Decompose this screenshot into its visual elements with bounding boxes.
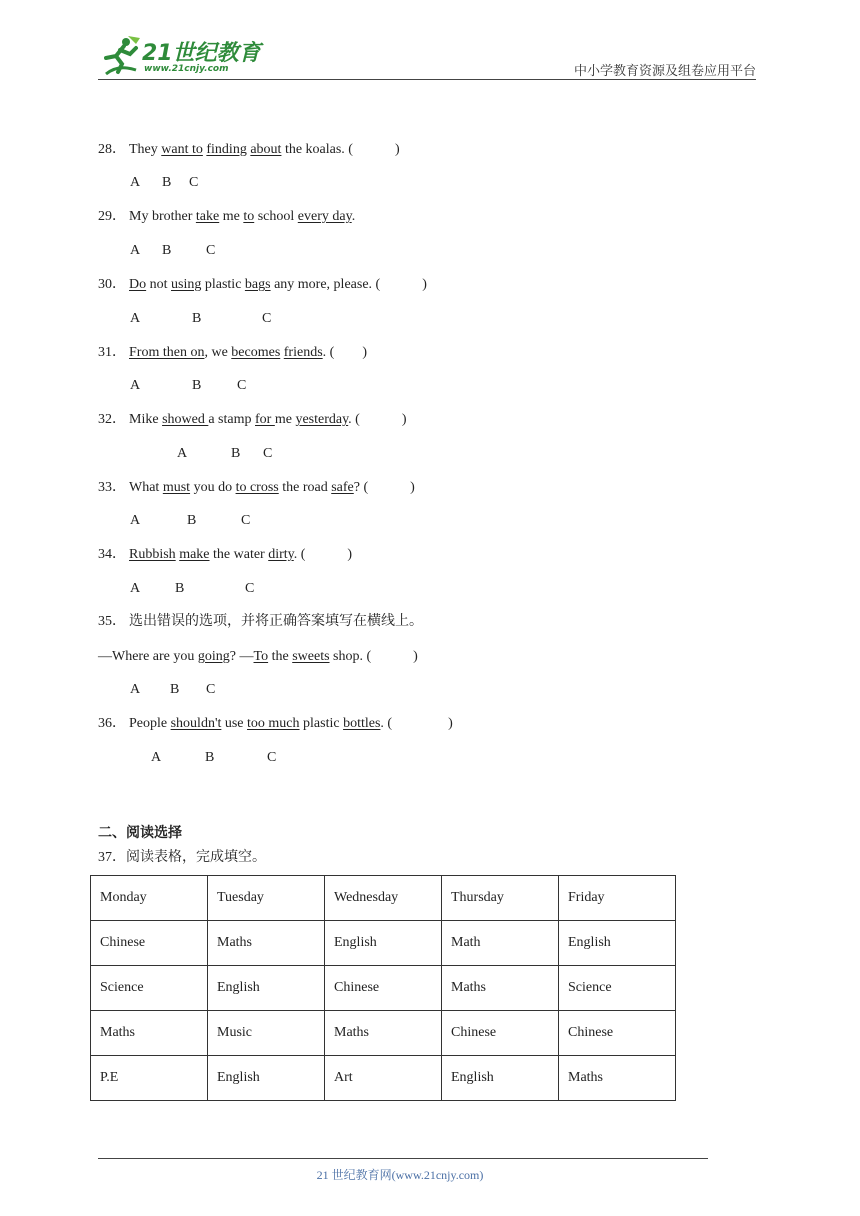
underlined-segment: make [179, 547, 210, 562]
underlined-segment: every day [297, 209, 352, 224]
table-cell: P.E [91, 1056, 208, 1101]
underlined-segment: finding [206, 142, 247, 157]
underlined-segment: going [197, 649, 230, 664]
option-label: B [175, 581, 185, 596]
table-cell: Maths [325, 1011, 442, 1056]
table-row [91, 1056, 676, 1101]
text-segment: the koalas. ( ) [281, 142, 400, 157]
option-label: B [192, 378, 202, 393]
option-label: B [162, 243, 172, 258]
underlined-segment: bags [244, 277, 271, 292]
table-cell: Chinese [559, 1011, 676, 1056]
option-label: C [241, 513, 251, 528]
text-segment: Mike [129, 412, 163, 427]
option-label: C [263, 446, 273, 461]
underlined-segment: shouldn't [170, 716, 222, 731]
option-label: C [206, 682, 216, 697]
option-label: C [245, 581, 255, 596]
table-row [91, 966, 676, 1011]
table-cell: Maths [442, 966, 559, 1011]
text-segment: People [129, 716, 171, 731]
underlined-segment: Do [129, 277, 147, 292]
underlined-segment: friends [283, 345, 323, 360]
question-line [98, 141, 400, 159]
underlined-segment: To [253, 649, 269, 664]
table-cell: English [559, 921, 676, 966]
question-number: 36． [98, 716, 126, 731]
text-segment: . ( ) [322, 345, 367, 360]
option-label: A [130, 581, 141, 596]
question-37: 37．阅读表格，完成填空。 [98, 850, 266, 865]
underlined-segment: too much [247, 716, 300, 731]
underlined-segment: about [250, 142, 282, 157]
table-cell: Science [559, 966, 676, 1011]
text-segment: —Where are you [98, 649, 198, 664]
table-cell: Music [208, 1011, 325, 1056]
text-segment: They [129, 142, 162, 157]
text-segment: the [268, 649, 293, 664]
option-label: A [130, 175, 141, 190]
text-segment: use [221, 716, 248, 731]
option-label: A [130, 378, 141, 393]
table-cell: Chinese [325, 966, 442, 1011]
underlined-segment: for [255, 412, 275, 427]
text-segment: not [146, 277, 172, 292]
text-segment: you do [190, 480, 236, 495]
option-label: A [151, 750, 162, 765]
table-cell: Friday [559, 876, 676, 921]
text-segment: ? ( ) [353, 480, 415, 495]
underlined-segment: take [195, 209, 220, 224]
footer-divider [98, 1158, 708, 1159]
table-cell: Thursday [442, 876, 559, 921]
question-line [98, 613, 423, 631]
text-segment: plastic [299, 716, 344, 731]
question-line [98, 411, 407, 429]
logo-url-text: www.21cnjy.com [144, 64, 229, 74]
underlined-segment: showed [162, 412, 209, 427]
table-cell: Art [325, 1056, 442, 1101]
site-logo [96, 34, 266, 80]
question-line [98, 479, 415, 497]
timetable [90, 875, 676, 1101]
table-cell: Monday [91, 876, 208, 921]
question-number: 30． [98, 277, 126, 292]
footer-text: 21 世纪教育网(www.21cnjy.com) [316, 1168, 484, 1182]
header-divider [98, 79, 756, 80]
question-number: 31． [98, 345, 126, 360]
underlined-segment: Rubbish [129, 547, 176, 562]
text-segment: any more, please. ( ) [270, 277, 427, 292]
table-cell: Chinese [442, 1011, 559, 1056]
option-label: C [189, 175, 199, 190]
text-segment: 选出错误的选项，并将正确答案填写在横线上。 [129, 614, 423, 629]
text-segment: plastic [201, 277, 245, 292]
option-label: A [130, 311, 141, 326]
option-label: A [177, 446, 188, 461]
table-cell: Maths [208, 921, 325, 966]
logo-brand-text: 21世纪教育 [142, 41, 261, 66]
option-label: C [267, 750, 277, 765]
text-segment: shop. ( ) [329, 649, 418, 664]
text-segment: ? — [229, 649, 254, 664]
option-label: B [205, 750, 215, 765]
table-cell: Science [91, 966, 208, 1011]
table-row [91, 921, 676, 966]
runner-logo-icon [96, 34, 142, 80]
text-segment: What [129, 480, 163, 495]
underlined-segment: From then on [129, 345, 205, 360]
text-segment: school [254, 209, 298, 224]
option-label: C [237, 378, 247, 393]
question-number: 32． [98, 412, 126, 427]
text-segment: . ( ) [293, 547, 353, 562]
option-label: C [262, 311, 272, 326]
underlined-segment: dirty [268, 547, 294, 562]
text-segment: , we [204, 345, 232, 360]
text-segment: a stamp [208, 412, 255, 427]
table-header-row [91, 876, 676, 921]
table-cell: Math [442, 921, 559, 966]
question-number: 29． [98, 209, 126, 224]
question-line [98, 715, 453, 733]
table-cell: English [325, 921, 442, 966]
underlined-segment: safe [331, 480, 354, 495]
text-segment: . ( ) [380, 716, 453, 731]
underlined-segment: using [171, 277, 202, 292]
text-segment: . ( ) [348, 412, 407, 427]
table-cell: Chinese [91, 921, 208, 966]
question-line [98, 546, 352, 564]
question-line [98, 276, 427, 294]
table-cell: Tuesday [208, 876, 325, 921]
text-segment: me [219, 209, 244, 224]
header-tagline: 中小学教育资源及组卷应用平台 [573, 63, 756, 78]
option-label: B [192, 311, 202, 326]
underlined-segment: want to [161, 142, 203, 157]
text-segment: me [274, 412, 296, 427]
table-cell: English [442, 1056, 559, 1101]
underlined-segment: bottles [343, 716, 381, 731]
underlined-segment: must [162, 480, 191, 495]
text-segment: . [351, 209, 356, 224]
text-segment: the water [209, 547, 269, 562]
underlined-segment: yesterday [295, 412, 349, 427]
question-line [98, 344, 367, 362]
text-segment: the road [278, 480, 332, 495]
table-cell: Wednesday [325, 876, 442, 921]
option-label: B [231, 446, 241, 461]
table-cell: English [208, 966, 325, 1011]
underlined-segment: sweets [292, 649, 330, 664]
text-segment: My brother [129, 209, 196, 224]
option-label: B [170, 682, 180, 697]
table-row [91, 1011, 676, 1056]
option-label: A [130, 682, 141, 697]
underlined-segment: to [243, 209, 255, 224]
question-line [98, 208, 355, 226]
option-label: C [206, 243, 216, 258]
question-number: 34． [98, 547, 126, 562]
option-label: B [162, 175, 172, 190]
question-number: 33． [98, 480, 126, 495]
underlined-segment: becomes [231, 345, 281, 360]
question-number: 28． [98, 142, 126, 157]
section-title: 二、阅读选择 [98, 825, 182, 841]
option-label: A [130, 243, 141, 258]
option-label: B [187, 513, 197, 528]
option-label: A [130, 513, 141, 528]
underlined-segment: to cross [235, 480, 279, 495]
table-cell: Maths [91, 1011, 208, 1056]
table-cell: Maths [559, 1056, 676, 1101]
question-line [98, 648, 418, 666]
table-cell: English [208, 1056, 325, 1101]
question-number: 35． [98, 614, 126, 629]
